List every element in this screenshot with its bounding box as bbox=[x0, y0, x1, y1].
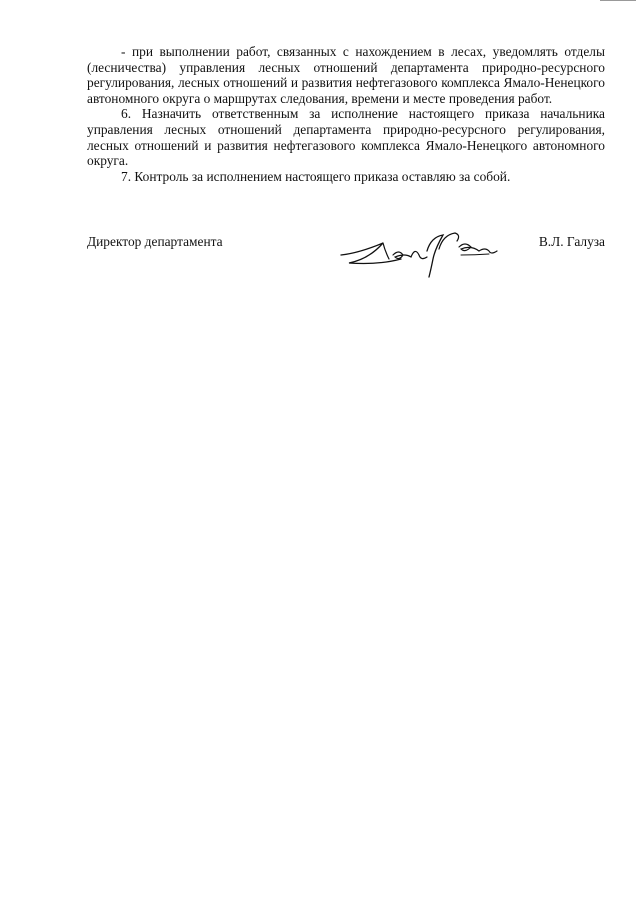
signature-block bbox=[87, 227, 605, 277]
document-body bbox=[87, 44, 605, 184]
signatory-name: В.Л. Галуза bbox=[538, 234, 605, 249]
paragraph-item-7: 7. Контроль за исполнением настоящего приказа оставляю за собой. bbox=[121, 168, 511, 184]
signatory-title: Директор департамента bbox=[87, 234, 223, 249]
handwritten-signature bbox=[339, 225, 499, 279]
paragraph-notify-forestry: - при выполнении работ, связанных с нахождением в лесах, уведомлять отделы (лесничества) управления лесных отношений департамента природно-ресурсного регулирования, лесных отношений и развития нефтегазового комплекса Ямало-Ненецкого автономного округа о маршрутах следования, времени и месте проведения работ. bbox=[87, 44, 605, 106]
scan-corner-mark bbox=[600, 0, 636, 1]
paragraph-item-6: 6. Назначить ответственным за исполнение настоящего приказа начальника управления лесных отношений департамента природно-ресурсного регулирования, лесных отношений и развития нефтегазового комплекса Ямало-Ненецкого автономного округа. bbox=[87, 106, 605, 169]
